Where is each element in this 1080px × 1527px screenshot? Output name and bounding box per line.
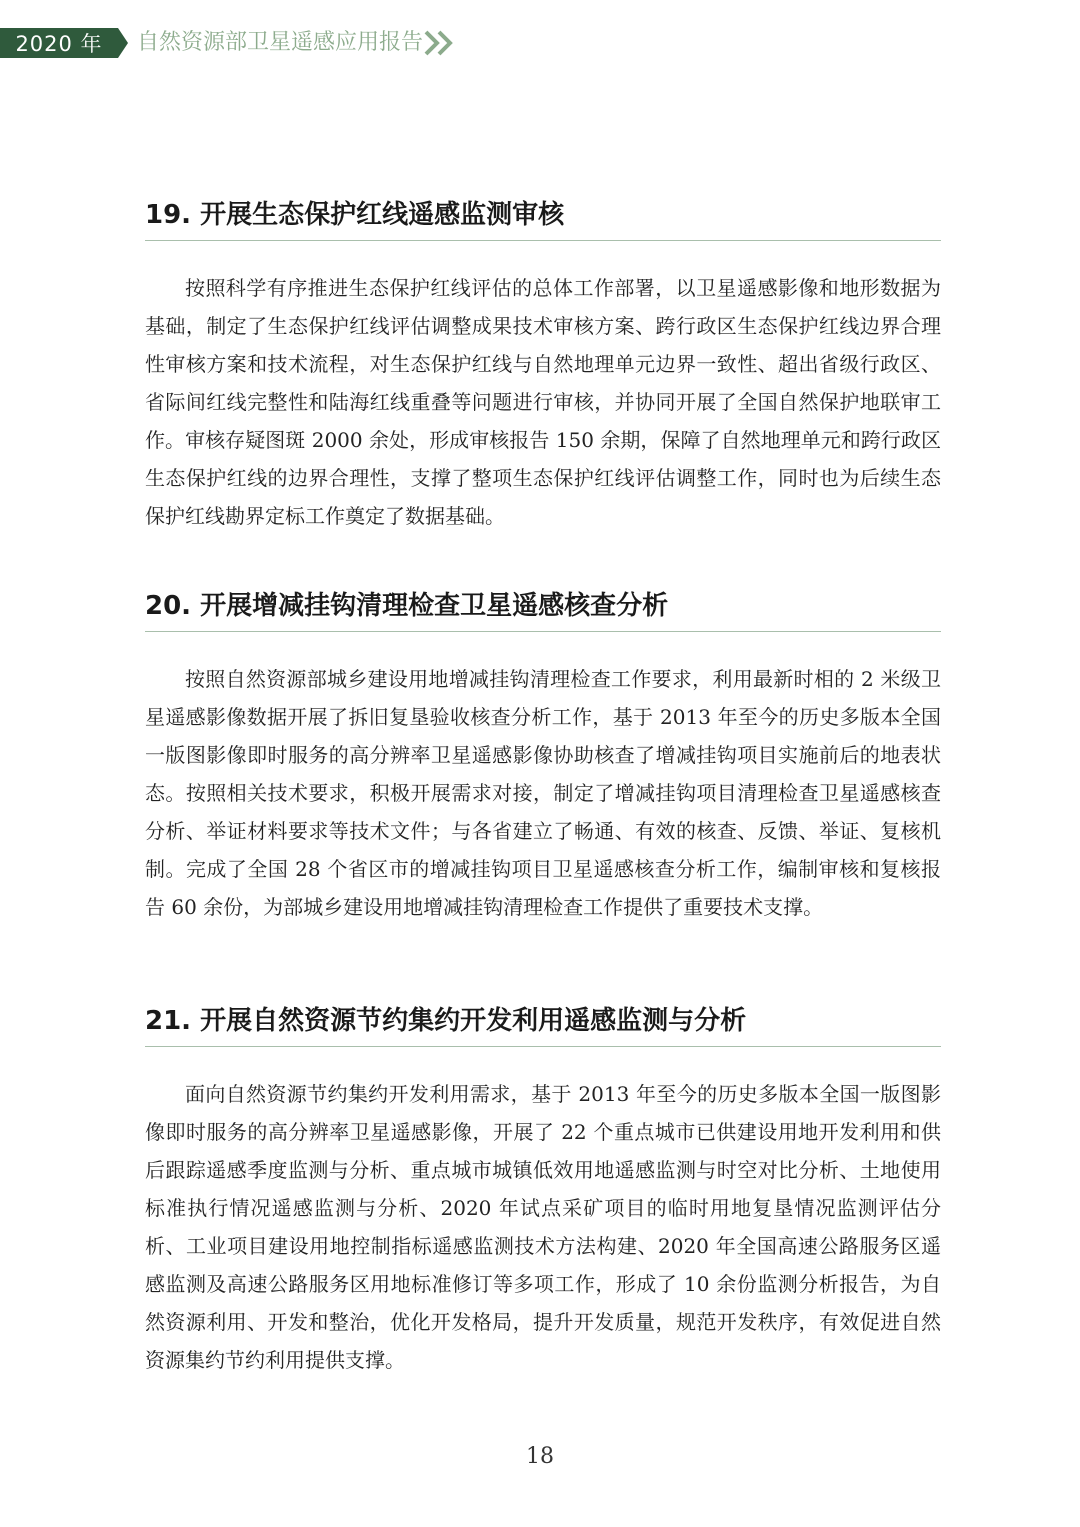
section-title: 19. 开展生态保护红线遥感监测审核 [145, 198, 941, 241]
header-year-band [0, 28, 118, 58]
section-title: 20. 开展增减挂钩清理检查卫星遥感核查分析 [145, 589, 941, 632]
section-paragraph: 面向自然资源节约集约开发利用需求，基于 2013 年至今的历史多版本全国一版图影像即时服务的高分辨率卫星遥感影像，开展了 22 个重点城市已供建设用地开发利用和供后跟踪遥感季度监测与分析、重点城市城镇低效用地遥感监测与时空对比分析、土地使用标准执行情况遥感监测与分析、2020 年试点采矿项目的临时用地复垦情况监测评估分析、工业项目建设用地控制指标遥感监测技术方法构建、2020 年全国高速公路服务区遥感监测及高速公路服务区用地标准修订等多项工作，形成了 10 余份监测分析报告，为自然资源利用、开发和整治，优化开发格局，提升开发质量，规范开发秩序，有效促进自然资源集约节约利用提供支撑。 [145, 1082, 941, 1372]
header-year: 2020 年 [15, 32, 103, 56]
double-chevron-right-icon [423, 30, 459, 56]
section-21 [145, 1004, 941, 1379]
header-band-arrow [118, 28, 128, 58]
section-paragraph: 按照自然资源部城乡建设用地增减挂钩清理检查工作要求，利用最新时相的 2 米级卫星遥感影像数据开展了拆旧复垦验收核查分析工作，基于 2013 年至今的历史多版本全国一版图影像即时服务的高分辨率卫星遥感影像协助核查了增减挂钩项目实施前后的地表状态。按照相关技术要求，积极开展需求对接，制定了增减挂钩项目清理检查卫星遥感核查分析、举证材料要求等技术文件；与各省建立了畅通、有效的核查、反馈、举证、复核机制。完成了全国 28 个省区市的增减挂钩项目卫星遥感核查分析工作，编制审核和复核报告 60 余份，为部城乡建设用地增减挂钩清理检查工作提供了重要技术支撑。 [145, 667, 941, 919]
section-title: 21. 开展自然资源节约集约开发利用遥感监测与分析 [145, 1004, 941, 1047]
section-20 [145, 589, 941, 926]
section-paragraph: 按照科学有序推进生态保护红线评估的总体工作部署，以卫星遥感影像和地形数据为基础，制定了生态保护红线评估调整成果技术审核方案、跨行政区生态保护红线边界合理性审核方案和技术流程，对生态保护红线与自然地理单元边界一致性、超出省级行政区、省际间红线完整性和陆海红线重叠等问题进行审核，并协同开展了全国自然保护地联审工作。审核存疑图斑 2000 余处，形成审核报告 150 余期，保障了自然地理单元和跨行政区生态保护红线的边界合理性，支撑了整项生态保护红线评估调整工作，同时也为后续生态保护红线勘界定标工作奠定了数据基础。 [145, 276, 941, 528]
header-report-title: 自然资源部卫星遥感应用报告 [137, 30, 424, 55]
section-19 [145, 198, 941, 535]
page-number: 18 [526, 1444, 554, 1469]
